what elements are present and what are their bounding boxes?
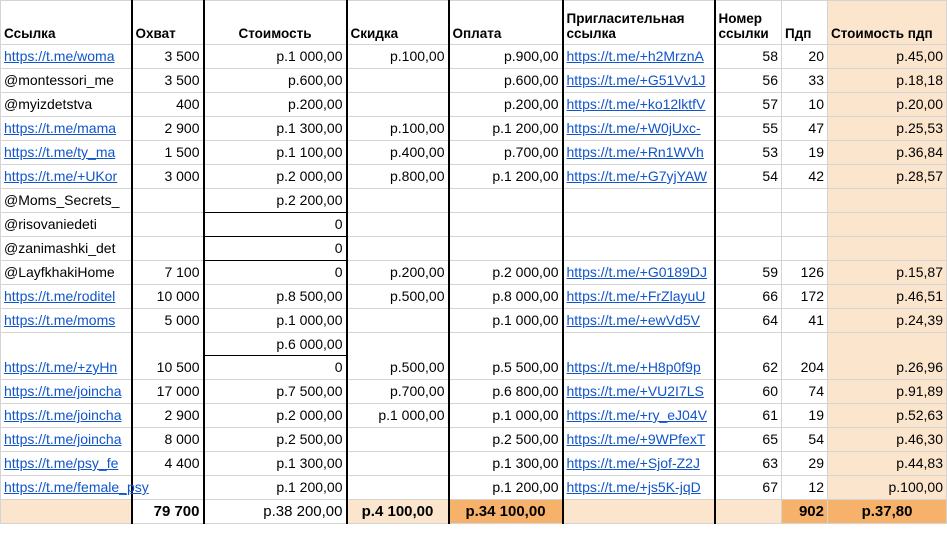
cell-pdp[interactable]: 12 bbox=[782, 476, 828, 500]
cell-cost-bottom[interactable]: 0 bbox=[334, 359, 343, 375]
cell-cost[interactable]: р.2 000,00 bbox=[204, 165, 347, 189]
cell-pdp[interactable]: 20 bbox=[782, 45, 828, 69]
cell-payment[interactable]: р.1 200,00 bbox=[449, 165, 563, 189]
table-row bbox=[1, 452, 947, 476]
cell-cost-pdp[interactable]: р.28,57 bbox=[828, 165, 947, 189]
cell-link[interactable]: https://t.me/female_psy bbox=[1, 476, 132, 500]
cell-payment[interactable]: р.1 200,00 bbox=[449, 476, 563, 500]
cell-invite[interactable]: https://t.me/+ewVd5V bbox=[563, 309, 715, 333]
cell-link[interactable]: https://t.me/joincha bbox=[1, 404, 132, 428]
cell-payment[interactable]: р.1 000,00 bbox=[449, 309, 563, 333]
cell-pdp[interactable]: 47 bbox=[782, 117, 828, 141]
cell-invite[interactable]: https://t.me/+FrZlayuU bbox=[563, 285, 715, 309]
cell-pdp[interactable]: 19 bbox=[782, 141, 828, 165]
cell-num[interactable]: 54 bbox=[715, 165, 782, 189]
cell-num[interactable]: 57 bbox=[715, 93, 782, 117]
cell-discount[interactable]: р.100,00 bbox=[347, 45, 449, 69]
cell-discount[interactable]: р.700,00 bbox=[347, 380, 449, 404]
total-link[interactable] bbox=[1, 500, 132, 524]
cell-num[interactable]: 55 bbox=[715, 117, 782, 141]
header-row bbox=[1, 1, 947, 45]
cell-reach[interactable]: 2 900 bbox=[132, 117, 204, 141]
cell-payment[interactable]: р.5 500,00 bbox=[449, 333, 563, 380]
total-payment[interactable]: р.34 100,00 bbox=[449, 500, 563, 524]
cell-cost[interactable]: р.1 100,00 bbox=[204, 141, 347, 165]
cell-cost[interactable]: р.1 000,00 bbox=[204, 45, 347, 69]
cell-invite[interactable]: https://t.me/+G7yjYAW bbox=[563, 165, 715, 189]
header-cost[interactable]: Стоимость bbox=[204, 1, 347, 45]
table-row bbox=[1, 237, 947, 261]
cell-pdp[interactable]: 172 bbox=[782, 285, 828, 309]
cell-reach[interactable]: 3 000 bbox=[132, 165, 204, 189]
cell-cost-pdp[interactable]: р.46,30 bbox=[828, 428, 947, 452]
cell-discount[interactable]: р.1 000,00 bbox=[347, 404, 449, 428]
cell-discount[interactable] bbox=[347, 476, 449, 500]
cell-link[interactable]: https://t.me/moms bbox=[1, 309, 132, 333]
table-row bbox=[1, 476, 947, 500]
cell-link[interactable]: @risovaniedeti bbox=[1, 213, 132, 237]
cell-link[interactable]: https://t.me/joincha bbox=[1, 380, 132, 404]
cell-num[interactable]: 59 bbox=[715, 261, 782, 285]
cell-num[interactable]: 53 bbox=[715, 141, 782, 165]
cell-cost-pdp[interactable] bbox=[828, 213, 947, 237]
cell-cost[interactable] bbox=[204, 333, 347, 380]
cell-payment[interactable]: р.600,00 bbox=[449, 69, 563, 93]
cell-cost[interactable]: р.1 000,00 bbox=[204, 309, 347, 333]
cell-discount[interactable]: р.200,00 bbox=[347, 261, 449, 285]
table-row bbox=[1, 261, 947, 285]
cell-discount[interactable] bbox=[347, 237, 449, 261]
table-row bbox=[1, 189, 947, 213]
cell-invite[interactable]: https://t.me/+ko12lktfV bbox=[563, 93, 715, 117]
cell-link[interactable]: https://t.me/ty_ma bbox=[1, 141, 132, 165]
cell-link[interactable]: @montessori_me bbox=[1, 69, 132, 93]
cell-reach[interactable]: 10 000 bbox=[132, 285, 204, 309]
header-cost-pdp[interactable]: Стоимость пдп bbox=[828, 1, 947, 45]
cell-link[interactable]: https://t.me/+zyHn bbox=[1, 333, 132, 380]
cell-invite[interactable]: https://t.me/+W0jUxc- bbox=[563, 117, 715, 141]
cell-invite[interactable]: https://t.me/+H8p0f9p bbox=[563, 333, 715, 380]
header-reach[interactable]: Охват bbox=[132, 1, 204, 45]
cell-link[interactable]: https://t.me/psy_fe bbox=[1, 452, 132, 476]
cell-reach[interactable] bbox=[132, 189, 204, 213]
cell-reach[interactable]: 3 500 bbox=[132, 45, 204, 69]
cell-cost-pdp[interactable]: р.36,84 bbox=[828, 141, 947, 165]
cell-link[interactable]: @zanimashki_det bbox=[1, 237, 132, 261]
cell-invite[interactable]: https://t.me/+Rn1WVh bbox=[563, 141, 715, 165]
header-payment[interactable]: Оплата bbox=[449, 1, 563, 45]
cell-cost-pdp[interactable]: р.25,53 bbox=[828, 117, 947, 141]
cell-num[interactable]: 64 bbox=[715, 309, 782, 333]
cell-num[interactable]: 66 bbox=[715, 285, 782, 309]
cell-link[interactable]: @Moms_Secrets_ bbox=[1, 189, 132, 213]
cell-pdp[interactable]: 33 bbox=[782, 69, 828, 93]
cell-num[interactable]: 61 bbox=[715, 404, 782, 428]
cell-discount[interactable] bbox=[347, 69, 449, 93]
cell-payment[interactable] bbox=[449, 237, 563, 261]
cell-payment[interactable]: р.1 200,00 bbox=[449, 117, 563, 141]
header-num[interactable]: Номер ссылки bbox=[715, 1, 782, 45]
table-row bbox=[1, 428, 947, 452]
cell-pdp[interactable] bbox=[782, 237, 828, 261]
cell-payment[interactable] bbox=[449, 213, 563, 237]
cell-reach[interactable]: 1 500 bbox=[132, 141, 204, 165]
cell-pdp[interactable]: 204 bbox=[782, 333, 828, 380]
total-pdp[interactable]: 902 bbox=[782, 500, 828, 524]
cell-reach[interactable]: 3 500 bbox=[132, 69, 204, 93]
cell-pdp[interactable]: 126 bbox=[782, 261, 828, 285]
total-cost-pdp[interactable]: р.37,80 bbox=[828, 500, 947, 524]
cell-link[interactable]: @myizdetstva bbox=[1, 93, 132, 117]
cell-cost-pdp[interactable] bbox=[828, 237, 947, 261]
table-row bbox=[1, 117, 947, 141]
cell-num[interactable]: 60 bbox=[715, 380, 782, 404]
cell-cost[interactable]: р.2 500,00 bbox=[204, 428, 347, 452]
cell-cost-pdp[interactable]: р.45,00 bbox=[828, 45, 947, 69]
cell-num[interactable]: 58 bbox=[715, 45, 782, 69]
cell-link[interactable]: https://t.me/roditel bbox=[1, 285, 132, 309]
total-num[interactable] bbox=[715, 500, 782, 524]
cell-num[interactable] bbox=[715, 213, 782, 237]
table-row bbox=[1, 309, 947, 333]
header-discount[interactable]: Скидка bbox=[347, 1, 449, 45]
cell-payment[interactable]: р.2 500,00 bbox=[449, 428, 563, 452]
cell-invite[interactable]: https://t.me/+Sjof-Z2J bbox=[563, 452, 715, 476]
cell-invite[interactable] bbox=[563, 189, 715, 213]
cell-discount[interactable]: р.500,00 bbox=[347, 285, 449, 309]
cell-num[interactable]: 62 bbox=[715, 333, 782, 380]
cell-payment[interactable]: р.700,00 bbox=[449, 141, 563, 165]
cell-discount[interactable] bbox=[347, 93, 449, 117]
cell-pdp[interactable]: 42 bbox=[782, 165, 828, 189]
cell-cost[interactable]: 0 bbox=[204, 261, 347, 285]
cell-discount[interactable]: р.400,00 bbox=[347, 141, 449, 165]
cell-reach[interactable]: 7 100 bbox=[132, 261, 204, 285]
cell-num[interactable]: 56 bbox=[715, 69, 782, 93]
cell-cost-pdp[interactable]: р.15,87 bbox=[828, 261, 947, 285]
cell-invite[interactable] bbox=[563, 237, 715, 261]
cell-cost-top[interactable]: р.6 000,00 bbox=[205, 333, 346, 356]
cell-reach[interactable]: 10 500 bbox=[132, 333, 204, 380]
table-row bbox=[1, 165, 947, 189]
cell-discount[interactable] bbox=[347, 428, 449, 452]
cell-num[interactable] bbox=[715, 189, 782, 213]
cell-invite[interactable]: https://t.me/+VU2I7LS bbox=[563, 380, 715, 404]
cell-pdp[interactable]: 29 bbox=[782, 452, 828, 476]
cell-reach[interactable]: 400 bbox=[132, 93, 204, 117]
cell-cost[interactable]: р.2 000,00 bbox=[204, 404, 347, 428]
table-row bbox=[1, 285, 947, 309]
total-cost[interactable]: р.38 200,00 bbox=[204, 500, 347, 524]
cell-cost[interactable]: р.200,00 bbox=[204, 93, 347, 117]
cell-cost[interactable]: р.1 200,00 bbox=[204, 476, 347, 500]
cell-invite[interactable]: https://t.me/+9WPfexT bbox=[563, 428, 715, 452]
header-invite[interactable]: Пригласительная ссылка bbox=[563, 1, 715, 45]
cell-reach[interactable] bbox=[132, 237, 204, 261]
cell-cost[interactable]: р.2 200,00 bbox=[204, 189, 347, 213]
table-row bbox=[1, 404, 947, 428]
table-row bbox=[1, 45, 947, 69]
header-pdp[interactable]: Пдп bbox=[782, 1, 828, 45]
cell-invite[interactable]: https://t.me/+G0189DJ bbox=[563, 261, 715, 285]
cell-cost[interactable]: р.7 500,00 bbox=[204, 380, 347, 404]
cell-cost[interactable]: р.1 300,00 bbox=[204, 117, 347, 141]
cell-cost[interactable]: р.8 500,00 bbox=[204, 285, 347, 309]
cell-reach[interactable]: 8 000 bbox=[132, 428, 204, 452]
cell-reach[interactable]: 5 000 bbox=[132, 309, 204, 333]
cell-discount[interactable]: р.800,00 bbox=[347, 165, 449, 189]
cell-cost[interactable]: 0 bbox=[204, 213, 347, 237]
cell-pdp[interactable] bbox=[782, 189, 828, 213]
cell-payment[interactable]: р.200,00 bbox=[449, 93, 563, 117]
cell-discount[interactable] bbox=[347, 309, 449, 333]
cell-payment[interactable] bbox=[449, 189, 563, 213]
cell-cost-pdp[interactable]: р.44,83 bbox=[828, 452, 947, 476]
cell-invite[interactable]: https://t.me/+js5K-jqD bbox=[563, 476, 715, 500]
cell-invite[interactable]: https://t.me/+h2MrznA bbox=[563, 45, 715, 69]
cell-discount[interactable] bbox=[347, 189, 449, 213]
cell-payment[interactable]: р.1 000,00 bbox=[449, 404, 563, 428]
cell-cost-pdp[interactable]: р.100,00 bbox=[828, 476, 947, 500]
cell-link[interactable]: https://t.me/woma bbox=[1, 45, 132, 69]
cell-link[interactable]: https://t.me/mama bbox=[1, 117, 132, 141]
cell-cost-pdp[interactable]: р.91,89 bbox=[828, 380, 947, 404]
table-row bbox=[1, 333, 947, 380]
total-reach[interactable]: 79 700 bbox=[132, 500, 204, 524]
cell-reach[interactable]: 2 900 bbox=[132, 404, 204, 428]
cell-payment[interactable]: р.2 000,00 bbox=[449, 261, 563, 285]
cell-num[interactable]: 67 bbox=[715, 476, 782, 500]
cell-cost[interactable]: р.600,00 bbox=[204, 69, 347, 93]
cell-cost-pdp[interactable]: р.18,18 bbox=[828, 69, 947, 93]
totals-row bbox=[1, 500, 947, 524]
cell-reach[interactable]: 4 400 bbox=[132, 452, 204, 476]
cell-pdp[interactable]: 19 bbox=[782, 404, 828, 428]
cell-link[interactable]: @LayfkhakiHome bbox=[1, 261, 132, 285]
table-row bbox=[1, 93, 947, 117]
cell-num[interactable]: 65 bbox=[715, 428, 782, 452]
cell-payment[interactable]: р.8 000,00 bbox=[449, 285, 563, 309]
cell-num[interactable]: 63 bbox=[715, 452, 782, 476]
cell-invite[interactable]: https://t.me/+ry_eJ04V bbox=[563, 404, 715, 428]
table-row bbox=[1, 213, 947, 237]
cell-reach[interactable] bbox=[132, 213, 204, 237]
cell-pdp[interactable] bbox=[782, 213, 828, 237]
cell-link[interactable]: https://t.me/+UKor bbox=[1, 165, 132, 189]
cell-discount[interactable] bbox=[347, 452, 449, 476]
cell-cost-pdp[interactable]: р.52,63 bbox=[828, 404, 947, 428]
cell-cost[interactable]: р.1 300,00 bbox=[204, 452, 347, 476]
cell-pdp[interactable]: 10 bbox=[782, 93, 828, 117]
cell-pdp[interactable]: 41 bbox=[782, 309, 828, 333]
cell-cost-pdp[interactable] bbox=[828, 189, 947, 213]
cell-discount[interactable] bbox=[347, 213, 449, 237]
cell-invite[interactable] bbox=[563, 213, 715, 237]
cell-cost[interactable]: 0 bbox=[204, 237, 347, 261]
cell-num[interactable] bbox=[715, 237, 782, 261]
cell-reach[interactable]: 17 000 bbox=[132, 380, 204, 404]
cell-pdp[interactable]: 54 bbox=[782, 428, 828, 452]
cell-pdp[interactable]: 74 bbox=[782, 380, 828, 404]
cell-cost-pdp[interactable]: р.26,96 bbox=[828, 333, 947, 380]
total-discount[interactable]: р.4 100,00 bbox=[347, 500, 449, 524]
table-row bbox=[1, 141, 947, 165]
cell-invite[interactable]: https://t.me/+G51Vv1J bbox=[563, 69, 715, 93]
cell-payment[interactable]: р.900,00 bbox=[449, 45, 563, 69]
cell-link[interactable]: https://t.me/joincha bbox=[1, 428, 132, 452]
cell-payment[interactable]: р.1 300,00 bbox=[449, 452, 563, 476]
table-row bbox=[1, 69, 947, 93]
cell-discount[interactable]: р.500,00 bbox=[347, 333, 449, 380]
cell-payment[interactable]: р.6 800,00 bbox=[449, 380, 563, 404]
table-row bbox=[1, 380, 947, 404]
header-link[interactable]: Ссылка bbox=[1, 1, 132, 45]
cell-cost-pdp[interactable]: р.46,51 bbox=[828, 285, 947, 309]
cell-cost-pdp[interactable]: р.24,39 bbox=[828, 309, 947, 333]
total-invite[interactable] bbox=[563, 500, 715, 524]
cell-cost-pdp[interactable]: р.20,00 bbox=[828, 93, 947, 117]
cell-discount[interactable]: р.100,00 bbox=[347, 117, 449, 141]
